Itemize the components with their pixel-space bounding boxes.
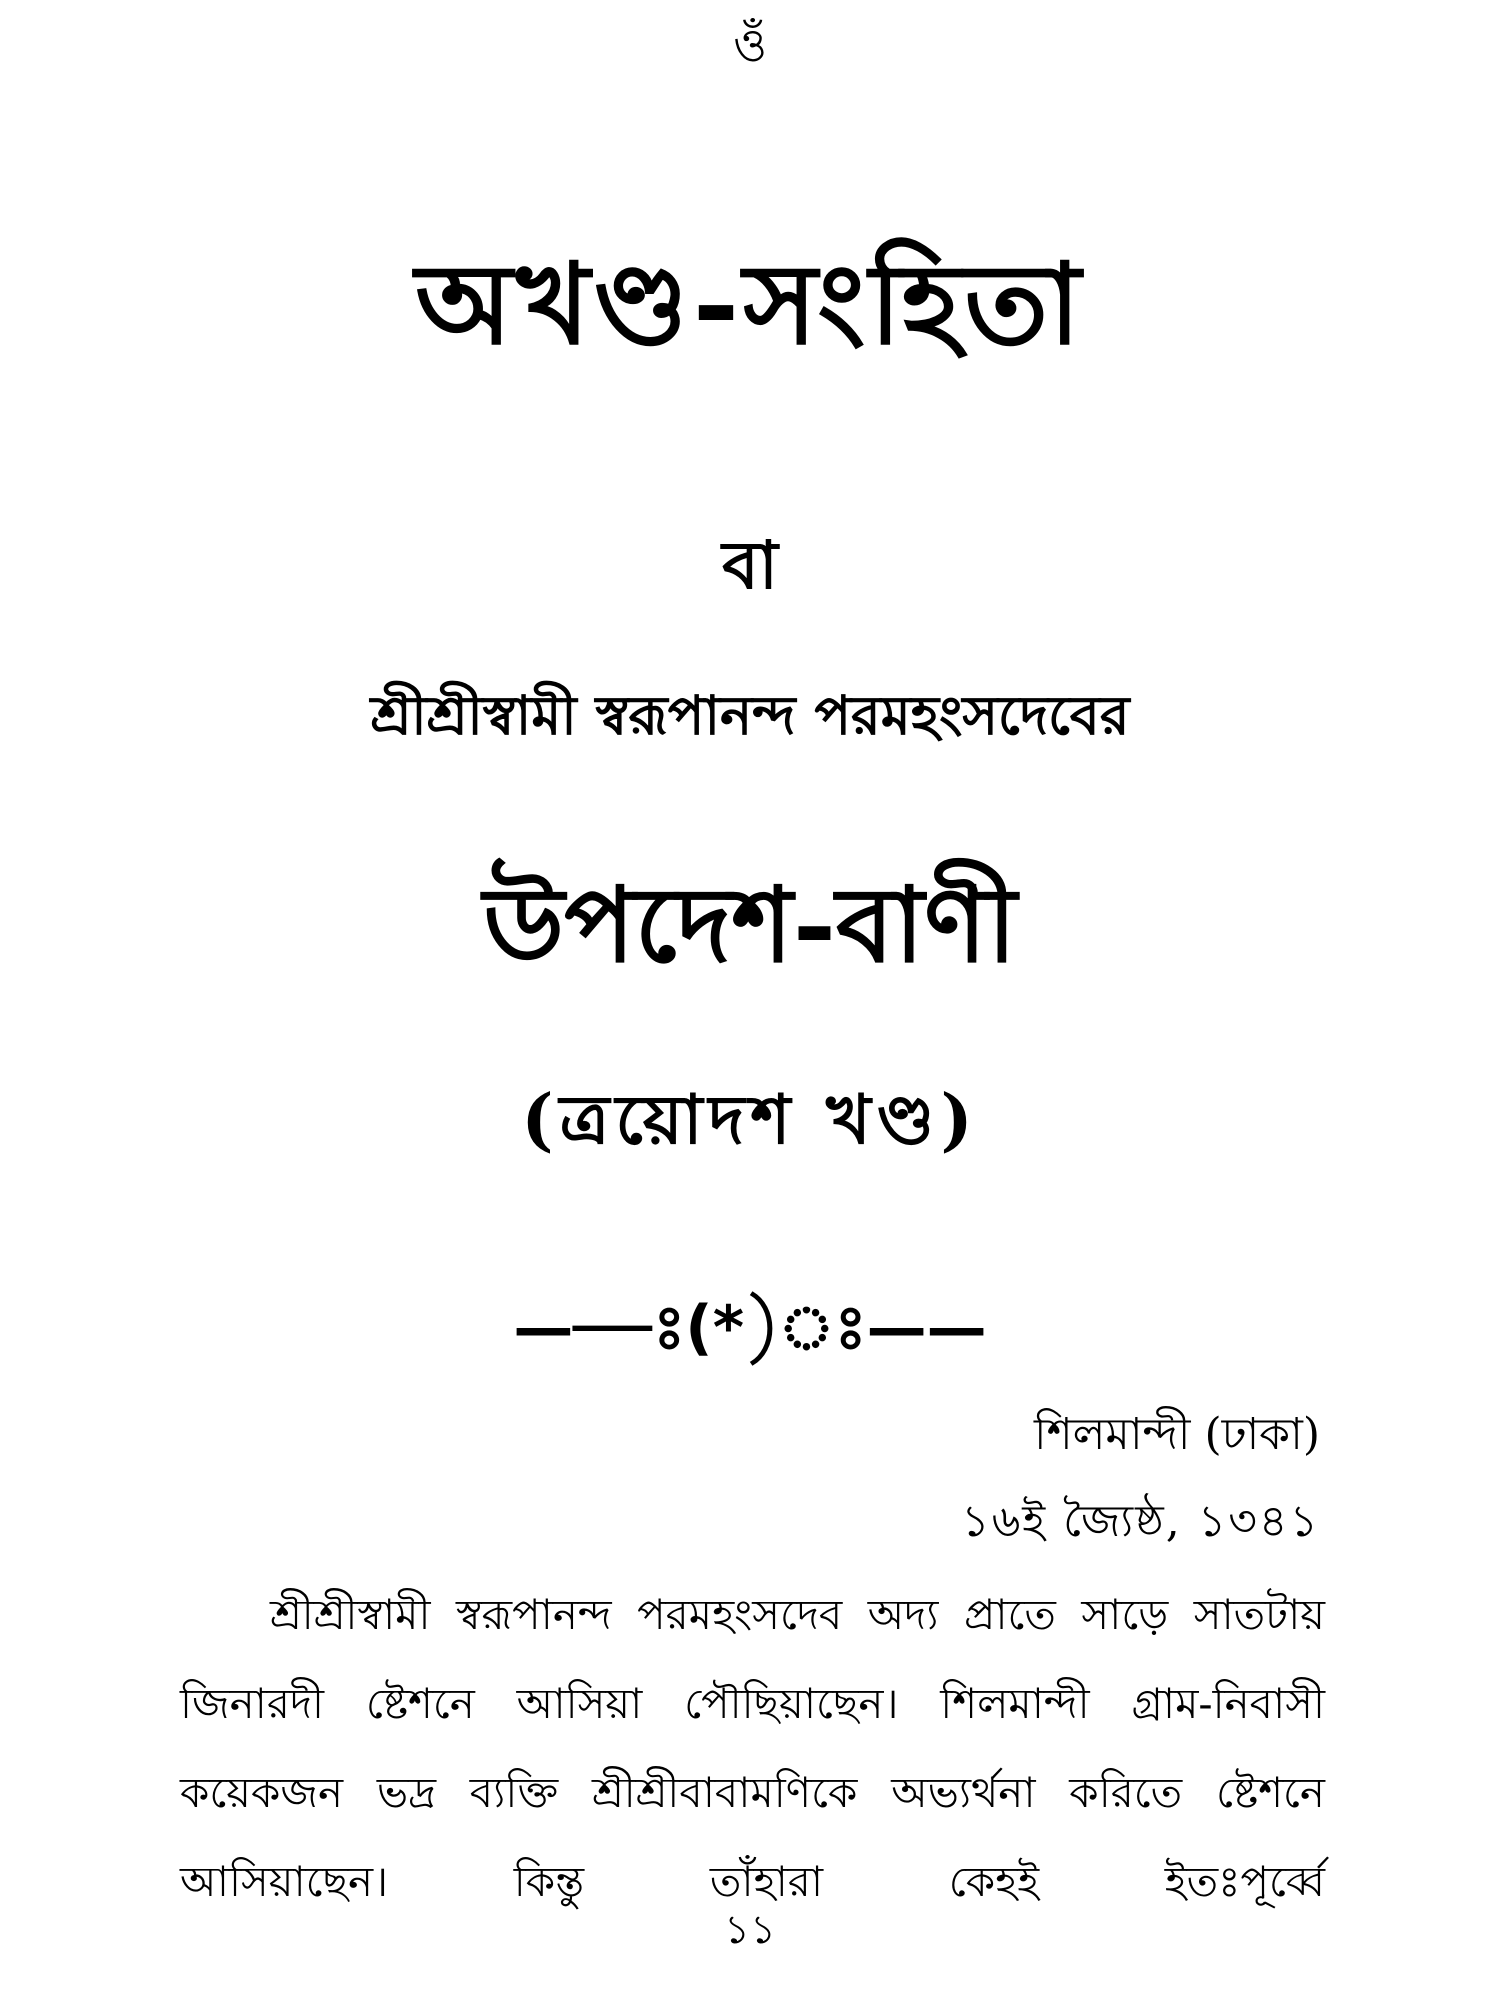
- body-paragraph: শ্রীশ্রীস্বামী স্বরূপানন্দ পরমহংসদেব অদ্য প্রাতে সাড়ে সাতটায় জিনারদী ষ্টেশনে আসিয়া পৌছিয়াছেন। শিলমান্দী গ্রাম-নিবাসী কয়েকজন ভদ্র ব্যক্তি শ্রীশ্রীবাবামণিকে অভ্যর্থনা করিতে ষ্টেশনে আসিয়াছেন। কিন্তু তাঁহারা কেহই ইতঃপূর্ব্বে: [180, 1590, 1325, 1906]
- date-label: ১৬ই জ্যৈষ্ঠ, ১৩৪১: [961, 1496, 1320, 1547]
- title-conjunction: বা: [722, 526, 778, 604]
- place-label: শিলমান্দী (ঢাকা): [1034, 1409, 1320, 1460]
- om-symbol: ওঁ: [733, 18, 767, 72]
- section-divider: ——ঃ(*)ঃ——: [513, 1293, 987, 1363]
- main-title: অখণ্ড-সংহিতা: [415, 239, 1085, 370]
- sub-title: উপদেশ-বাণী: [483, 863, 1017, 986]
- body-text: [180, 1570, 1325, 1926]
- author-line: শ্রীশ্রীস্বামী স্বরূপানন্দ পরমহংসদেবের: [370, 683, 1130, 747]
- volume-label: (ত্রয়োদশ খণ্ড): [521, 1080, 979, 1160]
- page-number: ১১: [724, 1907, 776, 1953]
